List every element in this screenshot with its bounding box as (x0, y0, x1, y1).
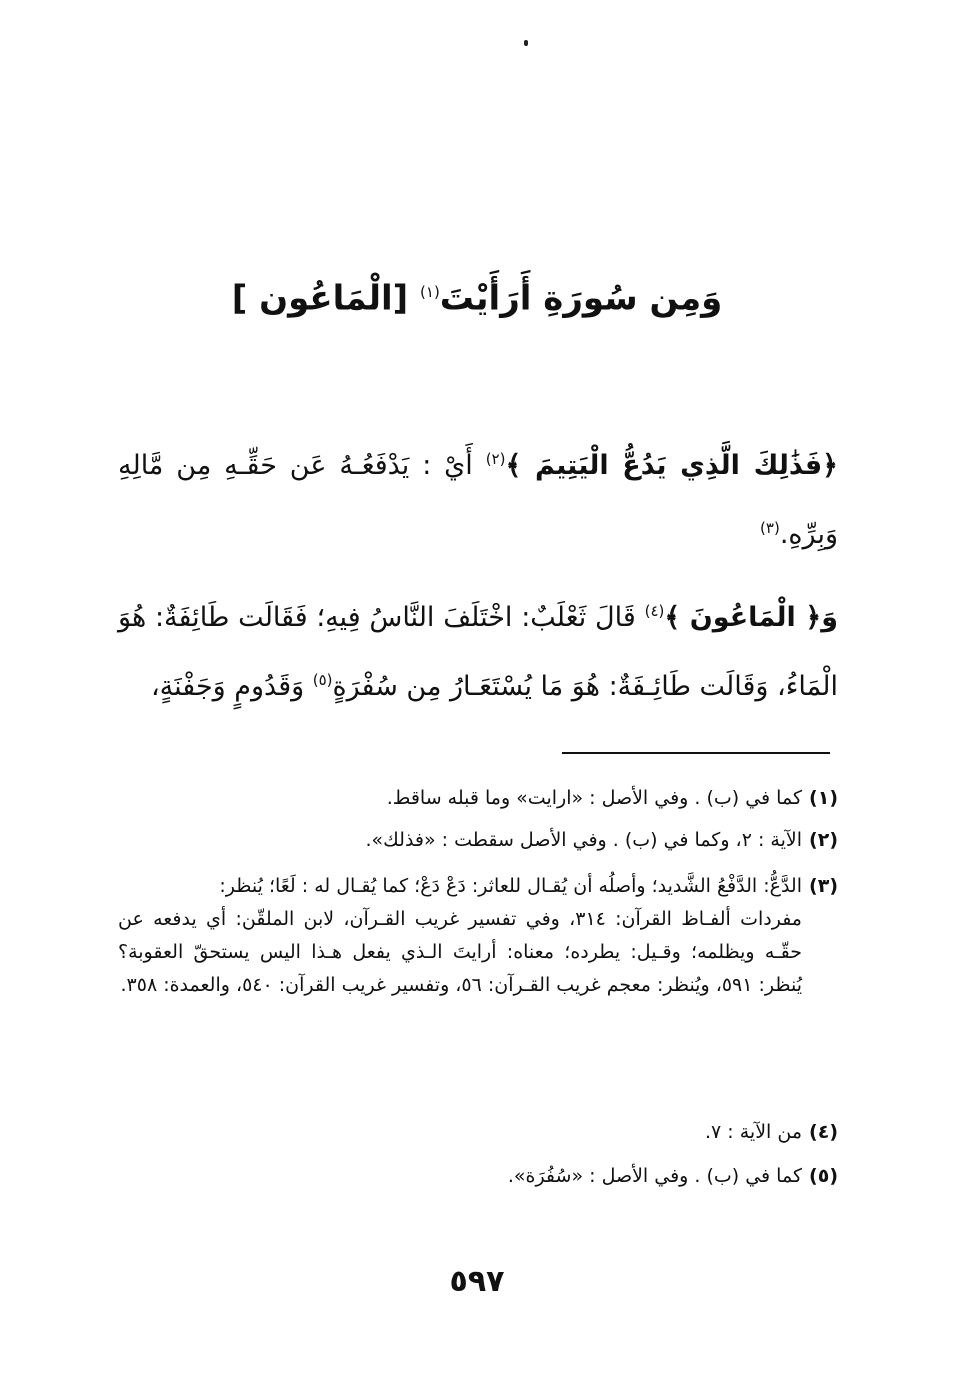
footnote-text: من الآية : ٧. (704, 1121, 802, 1143)
footnote-ref-3: (٣) (760, 519, 780, 537)
title-bracket: [الْمَاعُون ] (231, 278, 409, 319)
verse-quote-1: ﴿فَذَٰلِكَ الَّذِي يَدُعُّ الْيَتِيمَ ﴾ (505, 450, 838, 481)
paragraph-1 (118, 428, 838, 566)
page-number: ٥٩٧ (449, 1264, 505, 1299)
footnote-number: (١) (809, 787, 838, 809)
footnote-text: كما في (ب) . وفي الأصل : «سُفُرَة». (507, 1165, 802, 1187)
footnote-number: (٥) (809, 1165, 838, 1187)
footnote-ref-4: (٤) (644, 602, 665, 620)
footnote-3 (118, 870, 838, 1002)
footnote-2 (118, 824, 838, 857)
footnote-number: (٢) (809, 829, 838, 851)
chapter-title (120, 262, 834, 328)
title-footnote-ref: (١) (420, 283, 440, 301)
paragraph-2 (118, 580, 838, 718)
paragraph-2-text-b: وَقَدُومٍ وَجَفْنَةٍ، (150, 671, 313, 702)
footnote-ref-5: (٥) (312, 671, 333, 689)
footnote-5 (118, 1160, 838, 1193)
footnote-text: كما في (ب) . وفي الأصل : «ارايت» وما قبله ساقط. (386, 787, 802, 809)
footnote-text-first-line: الدَّعُّ: الدَّفْعُ الشَّديد؛ وأصلُه أن يُقـال للعاثر: دَعْ دَعْ؛ كما يُقـال له : لَعًا؛ يُنظر: (219, 875, 802, 897)
footnote-divider (562, 752, 830, 754)
footnote-ref-2: (٢) (485, 450, 506, 468)
footnote-1 (118, 782, 838, 815)
verse-quote-2: وَ﴿ الْمَاعُونَ ﴾ (664, 602, 839, 633)
paragraph-1-text: أَيْ : يَدْفَعُـهُ عَن حَقِّـهِ مِن مَّالِهِ وَبِرِّهِ. (118, 450, 838, 550)
paragraph-2-text-a: قَالَ ثَعْلَبٌ: اخْتَلَفَ النَّاسُ فِيهِ؛ فَقَالَت طَائِفَةٌ: هُوَ الْمَاءُ، وَقَالَت طَائِـفَةٌ: هُوَ مَا يُسْتَعَـارُ مِن سُفْرَةٍ (118, 602, 838, 702)
footnote-number: (٤) (809, 1121, 838, 1143)
footnote-text-continuation: مفردات ألفـاظ القرآن: ٣١٤، وفي تفسير غريب القـرآن، لابن الملقّن: أي يدفعه عن حقّـه ويظلمه؛ وقـيل: يطرده؛ معناه: أرايتَ الـذي يفعل هـذا اليس يستحقّ العقوبة؟ يُنظر: ٥٩١، ويُنظر: معجم غريب القـرآن: ٥٦، وتفسير غريب القرآن: ٥٤٠، والعمدة: ٣٥٨. (118, 908, 802, 996)
footnote-text: الآية : ٢، وكما في (ب) . وفي الأصل سقطت : «فذلك». (365, 829, 802, 851)
footnote-number: (٣) (809, 875, 838, 897)
ink-speck (524, 40, 528, 46)
title-main: وَمِن سُورَةِ أَرَأَيْتَ (439, 278, 723, 319)
footnote-4 (118, 1116, 838, 1149)
